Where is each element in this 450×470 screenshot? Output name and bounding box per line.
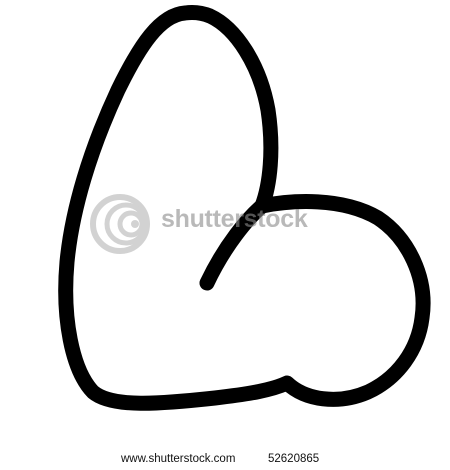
stock-footer <box>0 447 450 470</box>
shutterstock-watermark <box>82 188 382 260</box>
watermark-text: shutterstock <box>161 205 308 233</box>
footer-site-url: www.shutterstock.com <box>121 453 236 465</box>
shutterstock-aperture-icon <box>82 188 162 260</box>
footer-image-id: 52620865 <box>268 453 320 465</box>
